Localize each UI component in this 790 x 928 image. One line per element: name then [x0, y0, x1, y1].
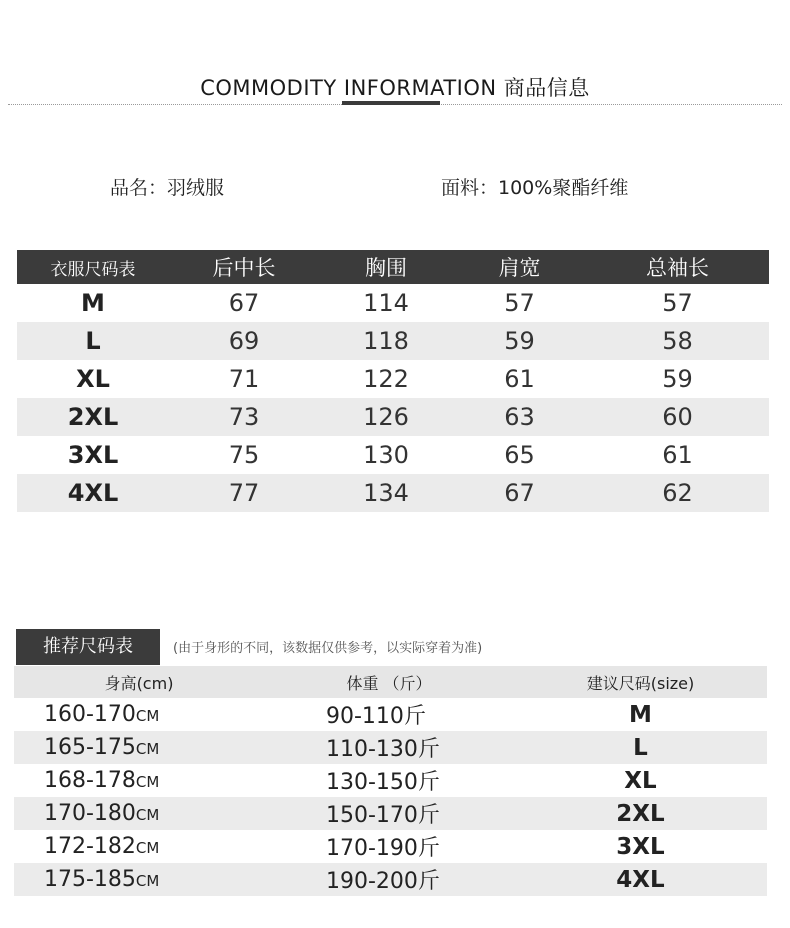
table-row: [17, 398, 769, 436]
height-unit: CM: [135, 740, 160, 758]
table-cell: 73: [169, 398, 319, 436]
recommend-header-cell: 体重 （斤）: [264, 666, 514, 698]
table-cell: 61: [586, 436, 769, 474]
title-underline-accent: [342, 101, 440, 105]
height-range: 170-180: [44, 801, 136, 826]
height-range: 175-185: [44, 867, 136, 892]
weight-range: 90-110: [326, 704, 404, 729]
height-cell: [14, 698, 264, 731]
weight-range: 190-200: [326, 869, 418, 894]
height-cell: [14, 731, 264, 764]
weight-unit: 斤: [417, 737, 440, 762]
suggested-size-cell: 3XL: [514, 830, 767, 863]
table-row: [14, 731, 767, 764]
size-chart-header-cell: 衣服尺码表: [17, 250, 169, 284]
table-cell: 69: [169, 322, 319, 360]
table-cell: 122: [319, 360, 453, 398]
height-unit: CM: [135, 839, 160, 857]
height-range: 165-175: [44, 735, 136, 760]
table-row: [14, 698, 767, 731]
weight-cell: [264, 698, 514, 731]
weight-cell: [264, 764, 514, 797]
height-cell: [14, 863, 264, 896]
weight-unit: 斤: [417, 803, 440, 828]
table-row: [14, 863, 767, 896]
recommend-header-cell: 建议尺码(size): [514, 666, 767, 698]
height-cell: [14, 830, 264, 863]
weight-unit: 斤: [417, 770, 440, 795]
table-cell: 58: [586, 322, 769, 360]
weight-range: 130-150: [326, 770, 418, 795]
table-cell: 65: [453, 436, 586, 474]
recommend-disclaimer: (由于身形的不同，该数据仅供参考，以实际穿着为准): [173, 641, 483, 656]
height-range: 172-182: [44, 834, 136, 859]
size-cell: 2XL: [17, 398, 169, 436]
recommend-size-tag: 推荐尺码表: [16, 629, 160, 665]
weight-cell: [264, 797, 514, 830]
table-row: [17, 322, 769, 360]
height-unit: CM: [135, 872, 160, 890]
suggested-size-cell: XL: [514, 764, 767, 797]
table-cell: 61: [453, 360, 586, 398]
size-cell: M: [17, 284, 169, 322]
product-name: 品名：羽绒服: [110, 177, 225, 199]
weight-unit: 斤: [417, 836, 440, 861]
height-range: 160-170: [44, 702, 136, 727]
height-range: 168-178: [44, 768, 136, 793]
table-cell: 71: [169, 360, 319, 398]
table-cell: 67: [169, 284, 319, 322]
table-cell: 114: [319, 284, 453, 322]
recommend-header-cell: 身高(cm): [14, 666, 264, 698]
table-row: [14, 797, 767, 830]
height-unit: CM: [135, 773, 160, 791]
weight-cell: [264, 830, 514, 863]
section-title: COMMODITY INFORMATION 商品信息: [200, 76, 590, 100]
table-cell: 59: [586, 360, 769, 398]
weight-cell: [264, 863, 514, 896]
weight-unit: 斤: [403, 704, 426, 729]
size-cell: 3XL: [17, 436, 169, 474]
suggested-size-cell: 2XL: [514, 797, 767, 830]
product-fabric: 面料：100%聚酯纤维: [441, 177, 629, 199]
table-cell: 77: [169, 474, 319, 512]
weight-unit: 斤: [417, 869, 440, 894]
suggested-size-cell: M: [514, 698, 767, 731]
weight-range: 170-190: [326, 836, 418, 861]
table-cell: 59: [453, 322, 586, 360]
table-cell: 126: [319, 398, 453, 436]
size-chart-header-cell: 肩宽: [453, 250, 586, 284]
table-cell: 67: [453, 474, 586, 512]
weight-range: 150-170: [326, 803, 418, 828]
table-cell: 75: [169, 436, 319, 474]
recommend-header: [14, 666, 767, 698]
table-row: [14, 830, 767, 863]
table-cell: 57: [453, 284, 586, 322]
table-cell: 118: [319, 322, 453, 360]
weight-range: 110-130: [326, 737, 418, 762]
size-chart-header-cell: 胸围: [319, 250, 453, 284]
size-cell: L: [17, 322, 169, 360]
table-cell: 57: [586, 284, 769, 322]
height-cell: [14, 764, 264, 797]
table-row: [17, 474, 769, 512]
size-cell: 4XL: [17, 474, 169, 512]
table-cell: 62: [586, 474, 769, 512]
height-cell: [14, 797, 264, 830]
height-unit: CM: [135, 806, 160, 824]
size-cell: XL: [17, 360, 169, 398]
table-cell: 130: [319, 436, 453, 474]
height-unit: CM: [135, 707, 160, 725]
size-chart-table: [17, 250, 769, 512]
table-cell: 60: [586, 398, 769, 436]
suggested-size-cell: L: [514, 731, 767, 764]
table-row: [17, 360, 769, 398]
table-cell: 134: [319, 474, 453, 512]
recommend-size-table: [14, 666, 767, 896]
weight-cell: [264, 731, 514, 764]
size-chart-header: [17, 250, 769, 284]
table-row: [14, 764, 767, 797]
size-chart-header-cell: 后中长: [169, 250, 319, 284]
suggested-size-cell: 4XL: [514, 863, 767, 896]
table-cell: 63: [453, 398, 586, 436]
table-row: [17, 436, 769, 474]
table-row: [17, 284, 769, 322]
size-chart-header-cell: 总袖长: [586, 250, 769, 284]
